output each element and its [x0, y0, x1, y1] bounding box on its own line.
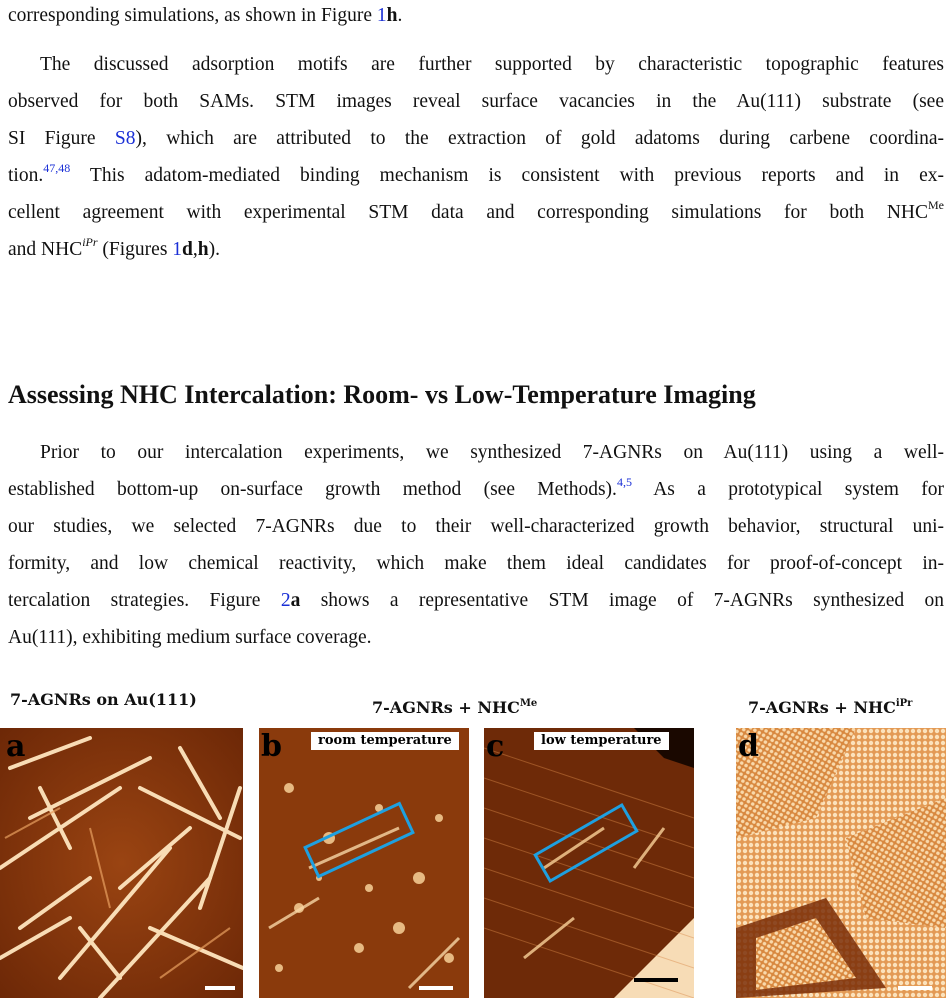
scale-bar — [898, 986, 932, 990]
text-line: our studies, we selected 7-AGNRs due to their well-characterized growth behavior, structural uni- — [8, 516, 944, 537]
text-line: The discussed adsorption motifs are further supported by characteristic topographic features — [40, 54, 944, 75]
paragraph-synthesis — [8, 434, 944, 656]
stm-image-d — [736, 728, 946, 998]
section-heading: Assessing NHC Intercalation: Room- vs Low-Temperature Imaging — [8, 380, 756, 409]
text-line: cellent agreement with experimental STM data and corresponding simulations for both $NHC^{Me}$ — [8, 198, 944, 223]
text-line: established bottom-up on-surface growth method (see Methods).$^{4,5}$ As a prototypical system for — [8, 475, 944, 500]
text-line: Prior to our intercalation experiments, we synthesized 7-AGNRs on Au(111) using a well- — [40, 442, 944, 463]
figure-caption-bc: 7-AGNRs + $NHC^{Me}$ — [372, 698, 538, 717]
condition-label-room-temperature: room temperature — [311, 732, 459, 750]
paragraph-continuation — [8, 0, 944, 34]
figure-reference-link[interactable]: 1 — [376, 5, 387, 26]
panel-letter-a: a — [6, 729, 26, 764]
text-line: corresponding simulations, as shown in Figure 1h. — [8, 5, 403, 26]
stm-image-panel-c — [484, 728, 694, 998]
text-line: observed for both SAMs. STM images reveal surface vacancies in the Au(111) substrate (see — [8, 91, 944, 112]
scale-bar — [205, 986, 235, 990]
text-line: SI Figure S8), which are attributed to the extraction of gold adatoms during carbene coordina- — [8, 128, 945, 149]
citation-link[interactable]: 47,48 — [43, 161, 71, 175]
text-line: tion.$^{47,48}$ This adatom-mediated binding mechanism is consistent with previous reports and in ex- — [8, 161, 944, 186]
panel-letter-d: d — [738, 729, 759, 764]
text-line: formity, and low chemical reactivity, which make them ideal candidates for proof-of-concept in- — [8, 553, 944, 574]
figure-reference-link[interactable]: 2 — [280, 590, 291, 611]
stm-image-c — [484, 728, 694, 998]
scale-bar — [419, 986, 453, 990]
panel-letter-c: c — [486, 729, 505, 764]
stm-image-panel-b — [259, 728, 469, 998]
figure-caption-a: 7-AGNRs on Au(111) — [10, 690, 197, 709]
text-line: and $NHC^{iPr}$ (Figures 1d,h). — [8, 235, 221, 260]
citation-link[interactable]: 4,5 — [616, 475, 632, 489]
si-figure-reference-link[interactable]: S8 — [114, 128, 136, 149]
stm-image-panel-a — [0, 728, 243, 998]
text-line: tercalation strategies. Figure 2a shows a representative STM image of 7-AGNRs synthesized on — [8, 590, 944, 611]
panel-letter-b: b — [261, 729, 282, 764]
text-line: Au(111), exhibiting medium surface coverage. — [8, 627, 372, 648]
paragraph-adsorption-motifs — [8, 46, 944, 268]
scale-bar — [634, 978, 678, 982]
stm-image-panel-d — [736, 728, 946, 998]
condition-label-low-temperature: low temperature — [534, 732, 669, 750]
stm-image-a — [0, 728, 243, 998]
figure-caption-d: 7-AGNRs + $NHC^{iPr}$ — [748, 698, 913, 717]
figure-reference-link[interactable]: 1 — [172, 239, 183, 260]
stm-image-b — [259, 728, 469, 998]
